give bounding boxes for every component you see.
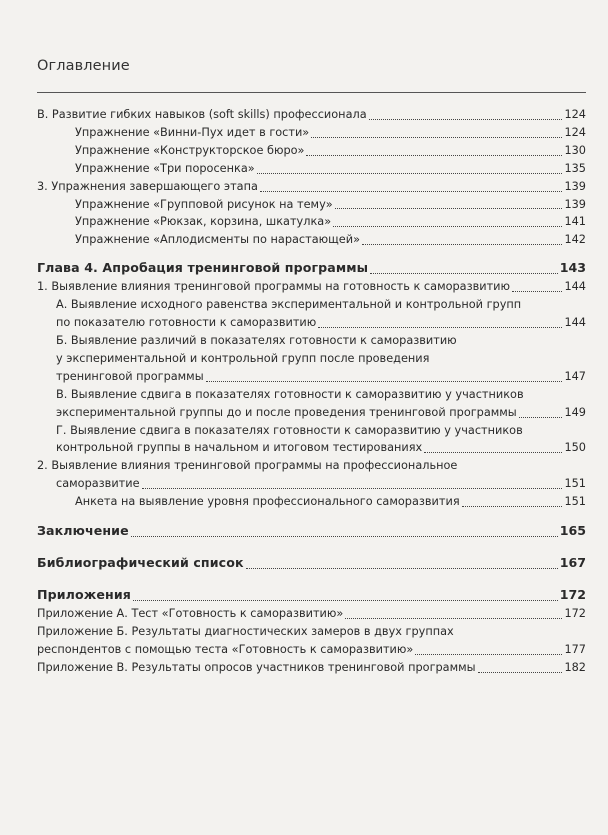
toc-label: у экспериментальной и контрольной групп после проведения [56, 351, 430, 365]
dot-leader [478, 672, 563, 673]
toc-page-number: 124 [564, 125, 586, 139]
toc-entry-questionnaire[interactable] [37, 493, 586, 511]
toc-label: Упражнение «Три поросенка» [75, 161, 255, 175]
dot-leader [462, 506, 563, 507]
dot-leader [369, 119, 563, 120]
toc-entry-final-stage[interactable] [37, 178, 586, 196]
toc-page-number: 182 [564, 660, 586, 674]
toc-label: В. Развитие гибких навыков (soft skills) профессионала [37, 108, 367, 121]
dot-leader [257, 173, 563, 174]
toc-label: Упражнение «Конструкторское бюро» [75, 143, 305, 157]
toc-label: Библиографический список [37, 555, 244, 571]
dot-leader [512, 291, 562, 292]
dot-leader [318, 327, 562, 328]
toc-appendix-a[interactable] [37, 605, 586, 623]
toc-label: Приложение А. Тест «Готовность к саморазвитию» [37, 607, 344, 621]
toc-label: Анкета на выявление уровня профессионального саморазвития [75, 495, 460, 509]
toc-page-number: 139 [564, 197, 586, 211]
toc-entry-4-2[interactable] [37, 457, 586, 493]
toc-appendices[interactable] [37, 585, 586, 605]
toc-bibliography[interactable] [37, 553, 586, 573]
toc-page-number: 143 [559, 260, 586, 276]
toc-label: В. Выявление сдвига в показателях готовности к саморазвитию у участников [56, 387, 524, 401]
toc-label: Заключение [37, 523, 129, 539]
toc-label: Г. Выявление сдвига в показателях готовности к саморазвитию у участников [56, 423, 523, 437]
toc-page-number: 165 [559, 523, 586, 539]
toc-label: саморазвитие [56, 477, 140, 491]
dot-leader [333, 226, 562, 227]
toc-entry-4-1g[interactable] [37, 422, 586, 458]
dot-leader [131, 536, 558, 537]
toc-label: Упражнение «Винни-Пух идет в гости» [75, 125, 310, 139]
toc-appendix-b[interactable] [37, 623, 586, 659]
toc-label: 1. Выявление влияния тренинговой программы на готовность к саморазвитию [37, 280, 511, 294]
toc-label: экспериментальной группы до и после проведения тренинговой программы [56, 405, 517, 419]
header-rule [37, 92, 586, 93]
toc-entry-exercise[interactable] [37, 213, 586, 231]
toc-entry-exercise[interactable] [37, 196, 586, 214]
toc-label: Б. Выявление различий в показателях готовности к саморазвитию [56, 333, 457, 347]
dot-leader [335, 208, 563, 209]
toc-label: Упражнение «Аплодисменты по нарастающей» [75, 233, 360, 247]
dot-leader [345, 618, 562, 619]
toc-page-number: 172 [559, 587, 586, 603]
toc-page-number: 142 [564, 233, 586, 247]
toc-entry-exercise[interactable] [37, 231, 586, 249]
toc-label: Упражнение «Рюкзак, корзина, шкатулка» [75, 215, 332, 229]
toc-label: респондентов с помощью теста «Готовность к саморазвитию» [37, 642, 414, 656]
toc-page-number: 149 [564, 405, 586, 419]
toc-page-number: 141 [564, 215, 586, 229]
toc-label: Упражнение «Групповой рисунок на тему» [75, 197, 333, 211]
toc-entry-4-1v[interactable] [37, 386, 586, 422]
toc-page-number: 172 [564, 607, 586, 621]
dot-leader [362, 244, 562, 245]
toc-label: А. Выявление исходного равенства экспериментальной и контрольной групп [56, 298, 522, 312]
toc-entry-4-1b[interactable] [37, 332, 586, 386]
toc-entry-exercise[interactable] [37, 124, 586, 142]
toc-label: контрольной группы в начальном и итоговом тестированиях [56, 441, 423, 455]
toc-page-number: 144 [564, 280, 586, 294]
toc-page-number: 124 [564, 108, 586, 121]
toc-label: Приложение В. Результаты опросов участников тренинговой программы [37, 660, 476, 674]
table-of-contents [37, 106, 586, 677]
toc-label: по показателю готовности к саморазвитию [56, 316, 317, 330]
toc-page-number: 130 [564, 143, 586, 157]
toc-appendix-v[interactable] [37, 659, 586, 677]
dot-leader [415, 654, 562, 655]
toc-page-number: 177 [564, 642, 586, 656]
dot-leader [519, 417, 563, 418]
toc-page-number: 151 [564, 477, 586, 491]
toc-page-number: 167 [559, 555, 586, 571]
toc-page-number: 135 [564, 161, 586, 175]
dot-leader [133, 600, 558, 601]
toc-entry-exercise[interactable] [37, 160, 586, 178]
toc-label: 2. Выявление влияния тренинговой программы на профессиональное [37, 459, 458, 473]
dot-leader [370, 273, 558, 274]
toc-conclusion[interactable] [37, 521, 586, 541]
toc-label: 3. Упражнения завершающего этапа [37, 179, 258, 193]
dot-leader [424, 452, 562, 453]
toc-label: Приложения [37, 587, 131, 603]
dot-leader [206, 381, 563, 382]
toc-entry-4-1[interactable] [37, 278, 586, 296]
dot-leader [142, 488, 563, 489]
toc-label: Глава 4. Апробация тренинговой программы [37, 260, 369, 276]
toc-page-number: 150 [564, 441, 586, 455]
toc-label: Приложение Б. Результаты диагностических замеров в двух группах [37, 624, 454, 638]
toc-entry-soft-skills[interactable] [37, 106, 586, 124]
page-header: Оглавление [37, 58, 130, 74]
dot-leader [246, 568, 558, 569]
toc-page-number: 144 [564, 316, 586, 330]
dot-leader [311, 137, 562, 138]
dot-leader [260, 191, 563, 192]
toc-page-number: 139 [564, 179, 586, 193]
toc-entry-4-1a[interactable] [37, 296, 586, 332]
toc-chapter-4[interactable] [37, 258, 586, 278]
toc-page-number: 147 [564, 369, 586, 383]
toc-page-number: 151 [564, 495, 586, 509]
dot-leader [306, 155, 562, 156]
toc-entry-exercise[interactable] [37, 142, 586, 160]
toc-label: тренинговой программы [56, 369, 204, 383]
